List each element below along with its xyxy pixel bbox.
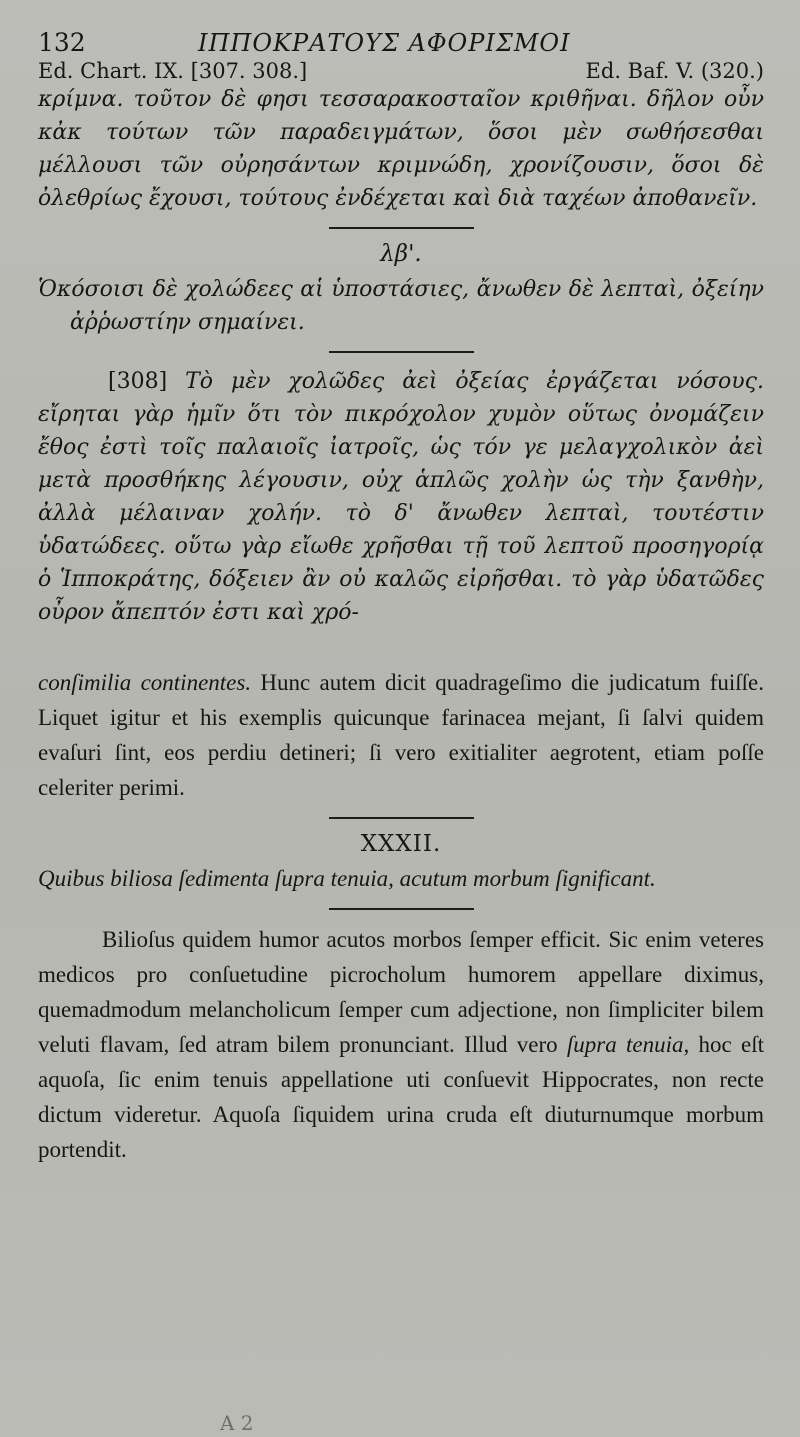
greek-aphorism-text: Ὁκόσοισι δὲ χολώδεες αἱ ὑποστάσιες, ἄνωθεν δὲ λεπταὶ, ὀξείην ἀῤῥωστίην σημαίνει. <box>38 277 764 335</box>
latin-italic-supra-tenuia: ſupra tenuia <box>566 1032 684 1057</box>
signature-mark: A 2 <box>220 1411 254 1435</box>
page-header <box>38 28 764 57</box>
latin-aphorism-number: XXXII. <box>360 831 442 857</box>
page-bracket-marker: [308] <box>108 369 168 394</box>
edition-reference-row <box>38 59 764 83</box>
latin-aphorism-text: Quibus biliosa ſedimenta ſupra tenuia, acutum morbum ſignificant. <box>38 866 656 891</box>
latin-italic-phrase: conſimilia continentes. <box>38 670 252 695</box>
section-divider <box>329 351 474 353</box>
latin-commentary-end <box>38 665 764 805</box>
greek-commentary-end: κρίμνα. τοῦτον δὲ φησι τεσσαρακοσταῖον κριθῆναι. δῆλον οὖν κἀκ τούτων τῶν παραδειγμάτων, ὅσοι μὲν σωθήσεσθαι μέλλουσι τῶν οὐρησάντων κριμνώδη, χρονίζουσιν, ὅσοι δὲ ὀλεθρίως ἔχουσι, τούτους ἐνδέχεται καὶ διὰ ταχέων ἀποθανεῖν. <box>38 87 764 211</box>
greek-commentary <box>38 365 764 629</box>
section-divider <box>329 227 474 229</box>
greek-commentary-text: Τὸ μὲν χολῶδες ἀεὶ ὀξείας ἐργάζεται νόσους. εἴρηται γὰρ ἡμῖν ὅτι τὸν πικρόχολον χυμὸν οὕτως ὀνομάζειν ἔθος ἐστὶ τοῖς παλαιοῖς ἰατροῖς, ὡς τόν γε μελαγχολικὸν ἀεὶ μετὰ προσθήκης λέγουσιν, οὐχ ἁπλῶς χολὴν ὡς τὴν ξανθὴν, ἀλλὰ μέλαιναν χολήν. τὸ δ' ἄνωθεν λεπταὶ, τουτέστιν ὑδατώδεες. οὕτω γὰρ εἴωθε χρῆσθαι τῇ τοῦ λεπτοῦ προσηγορίᾳ ὁ Ἱπποκράτης, δόξειεν ἂν οὐ καλῶς εἰρῆσθαι. τὸ γὰρ ὑδατῶδες οὖρον ἄπεπτόν ἐστι καὶ χρό- <box>38 369 764 625</box>
section-divider <box>329 817 474 819</box>
page-number: 132 <box>38 28 86 57</box>
section-divider <box>329 908 474 910</box>
latin-commentary-text-1: Bilioſus quidem humor acutos morbos ſemper efficit. Sic enim veteres medicos pro conſuetudine picrocholum humorem appellare diximus, quemadmodum melancholicum ſemper cum adjectione, non ſimpliciter bilem veluti flavam, ſed atram bilem pronunciant. Illud vero <box>38 927 764 1057</box>
latin-commentary-end-text: Hunc autem dicit quadrageſimo die judicatum fuiſſe. Liquet igitur et his exemplis quicunque farinacea mejant, ſi ſalvi quidem evaſuri ſint, eos perdiu detineri; ſi vero exitialiter aegrotent, etiam poſſe celeriter perimi. <box>38 670 765 800</box>
running-title: ΙΠΠΟΚΡΑΤΟΥΣ ΑΦΟΡΙΣΜΟΙ <box>198 29 571 57</box>
latin-commentary-text-2: , hoc eſt aquoſa, ſic enim tenuis appellatione uti conſuevit Hippocrates, non recte dictum videretur. Aquoſa ſiquidem urina cruda eſt diuturnumque morbum portendit. <box>38 1032 765 1162</box>
greek-aphorism-number: λβ'. <box>380 241 422 267</box>
edition-basel-ref: Ed. Baf. V. (320.) <box>585 59 764 83</box>
edition-chartier-ref: Ed. Chart. IX. [307. 308.] <box>38 59 308 83</box>
latin-commentary <box>38 922 764 1167</box>
